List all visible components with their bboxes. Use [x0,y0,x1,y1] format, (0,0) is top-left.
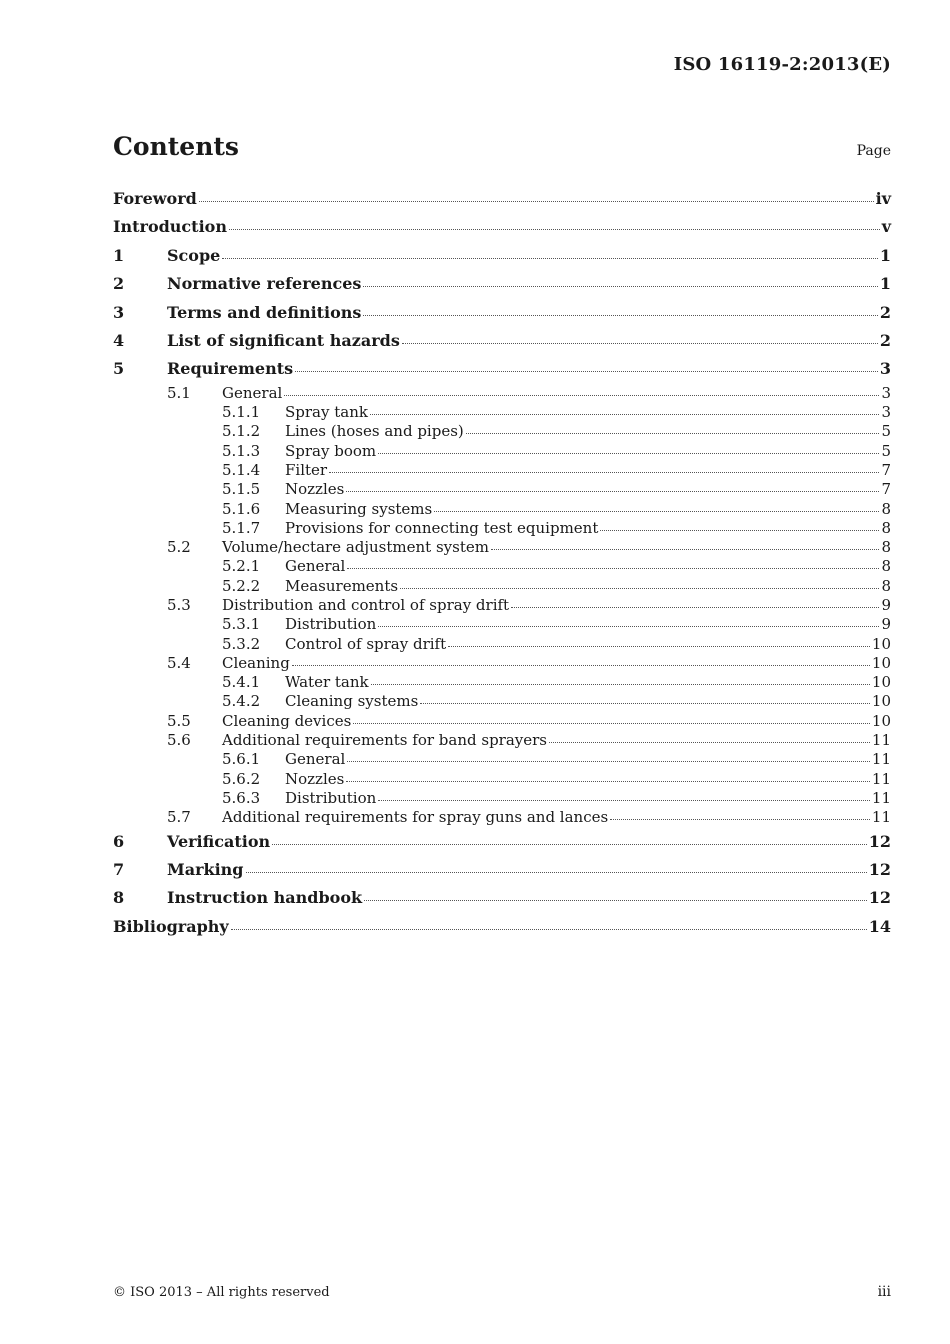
toc-entry-title: Cleaning devices [222,711,352,730]
toc-entry-number: 3 [113,302,125,322]
toc-entry-number: 6 [113,831,125,851]
toc-entry[interactable] [113,654,891,673]
toc-entry-number: 5.2.2 [222,576,261,595]
toc-entry-number: 5.6.3 [222,788,261,807]
toc-entry-number: 5.3 [167,596,191,614]
toc-dot-leader [466,432,880,434]
toc-entry-number: 5.3.1 [222,615,261,634]
toc-entry-number: 8 [113,888,125,908]
toc-dot-leader [364,899,867,901]
toc-dot-leader [378,799,870,801]
toc-entry-number: 5.3.2 [222,634,261,653]
toc-dot-leader [199,200,874,202]
toc-entry-title: Lines (hoses and pipes) [285,422,464,441]
toc-entry-title: Marking [167,859,244,879]
toc-entry-number: 5.7 [167,808,191,827]
toc-entry-number: 5.2.1 [222,557,261,576]
toc-entry-page: iv [875,189,891,208]
toc-entry-number: 4 [113,330,125,350]
toc-entry-number: 5.1.5 [222,480,261,499]
toc-entry-title: Introduction [113,217,227,237]
toc-entry[interactable] [113,355,891,383]
toc-entry[interactable] [113,213,891,241]
toc-entry-title: Additional requirements for band sprayers [222,731,547,750]
toc-entry-page: 7 [881,480,891,499]
toc-entry-page: 9 [881,615,891,634]
toc-entry-number: 5 [113,359,125,379]
toc-entry-number: 5.4 [167,653,191,672]
toc-entry-title: Bibliography [113,916,229,936]
toc-dot-leader [346,780,870,782]
toc-entry-title: Measuring systems [285,499,433,518]
toc-entry-page: 9 [881,596,891,614]
toc-entry-page: 11 [871,788,891,807]
toc-dot-leader [549,741,870,743]
toc-entry-number: 5.1.2 [222,422,261,441]
toc-entry[interactable] [113,577,891,596]
page-column-label: Page [856,143,891,159]
toc-entry[interactable] [113,808,891,827]
toc-entry-title: Cleaning systems [285,692,419,711]
toc-entry-page: 11 [871,769,891,788]
toc-dot-leader [378,452,879,454]
toc-entry-page: 10 [871,653,891,672]
toc-entry[interactable] [113,299,891,327]
toc-dot-leader [284,394,879,396]
toc-entry[interactable] [113,185,891,213]
toc-entry-page: 12 [868,831,891,851]
toc-entry[interactable] [113,635,891,654]
toc-entry-number: 5.4.1 [222,673,261,692]
toc-dot-leader [491,548,879,550]
toc-entry-page: 10 [871,692,891,711]
toc-entry[interactable] [113,750,891,769]
toc-dot-leader [353,722,870,724]
toc-entry-number: 5.1 [167,383,191,402]
toc-entry-page: 10 [871,673,891,692]
contents-title: Contents [113,132,240,161]
toc-entry-page: 2 [879,302,891,322]
toc-entry[interactable] [113,519,891,538]
toc-entry[interactable] [113,557,891,576]
toc-entry-title: Distribution [285,788,377,807]
toc-entry-title: Water tank [285,673,369,692]
toc-dot-leader [272,843,867,845]
toc-entry[interactable] [113,731,891,750]
toc-entry-number: 5.1.4 [222,460,261,479]
toc-entry[interactable] [113,828,891,856]
toc-entry-title: Measurements [285,576,399,595]
toc-entry-title: Spray boom [285,441,377,460]
toc-dot-leader [363,285,877,287]
table-of-contents [113,185,891,941]
toc-entry-title: Normative references [167,274,362,294]
toc-entry[interactable] [113,442,891,461]
toc-dot-leader [292,664,870,666]
toc-entry-number: 5.1.6 [222,499,261,518]
toc-entry[interactable] [113,461,891,480]
toc-entry[interactable] [113,770,891,789]
toc-entry-page: 12 [868,859,891,879]
toc-entry[interactable] [113,615,891,634]
toc-entry-page: 1 [879,245,891,265]
toc-entry-title: General [222,383,283,402]
toc-dot-leader [434,510,879,512]
toc-entry[interactable] [113,500,891,519]
toc-entry-page: 10 [871,634,891,653]
toc-dot-leader [600,529,879,531]
toc-entry-page: 11 [871,808,891,827]
toc-entry-title: Additional requirements for spray guns and lances [222,808,609,827]
toc-entry-title: Provisions for connecting test equipment [285,518,599,537]
toc-dot-leader [295,370,878,372]
toc-entry-page: 1 [879,274,891,294]
toc-entry-number: 5.1.7 [222,518,261,537]
toc-entry[interactable] [113,480,891,499]
toc-entry[interactable] [113,327,891,355]
toc-entry-title: Distribution and control of spray drift [222,596,510,614]
toc-entry-page: 14 [868,916,891,936]
toc-dot-leader [610,818,870,820]
toc-entry-title: Volume/hectare adjustment system [222,538,489,557]
toc-entry[interactable] [113,884,891,912]
toc-entry-title: Requirements [167,359,294,379]
toc-entry[interactable] [113,384,891,403]
toc-dot-leader [378,625,879,627]
toc-entry-page: 3 [881,403,891,422]
toc-entry-page: 11 [871,750,891,769]
toc-entry-page: 5 [881,441,891,460]
toc-entry-title: Control of spray drift [285,634,447,653]
toc-entry-title: General [285,750,346,769]
toc-entry[interactable] [113,692,891,711]
toc-entry[interactable] [113,270,891,298]
toc-dot-leader [229,228,880,230]
toc-entry-page: 7 [881,460,891,479]
toc-entry-number: 1 [113,245,125,265]
toc-entry[interactable] [113,856,891,884]
toc-entry[interactable] [113,673,891,692]
toc-entry-page: 8 [881,576,891,595]
toc-entry-title: Nozzles [285,769,345,788]
toc-entry[interactable] [113,712,891,731]
toc-entry-number: 7 [113,859,125,879]
toc-entry[interactable] [113,242,891,270]
toc-entry-title: Foreword [113,189,197,208]
toc-dot-leader [347,567,879,569]
toc-entry-page: 12 [868,888,891,908]
toc-entry-page: 8 [881,557,891,576]
toc-entry[interactable] [113,422,891,441]
toc-entry-title: Cleaning [222,653,290,672]
toc-entry-title: Terms and definitions [167,302,362,322]
toc-entry-number: 5.6.2 [222,769,261,788]
toc-entry-title: Nozzles [285,480,345,499]
toc-dot-leader [222,257,878,259]
toc-entry[interactable] [113,913,891,941]
toc-entry-number: 5.4.2 [222,692,261,711]
toc-dot-leader [420,702,870,704]
toc-dot-leader [402,342,878,344]
toc-entry-title: Scope [167,245,221,265]
toc-dot-leader [370,413,879,415]
toc-entry[interactable] [113,596,891,615]
footer-page-number: iii [877,1284,891,1300]
toc-dot-leader [371,683,870,685]
toc-entry-title: List of significant hazards [167,330,400,350]
toc-entry-title: General [285,557,346,576]
toc-entry-title: Spray tank [285,403,368,422]
toc-entry-page: 8 [881,518,891,537]
toc-dot-leader [400,587,879,589]
toc-entry-title: Distribution [285,615,377,634]
toc-entry-number: 5.1.3 [222,441,261,460]
toc-entry-number: 5.5 [167,711,191,730]
toc-entry-number: 5.1.1 [222,403,261,422]
toc-dot-leader [363,314,877,316]
toc-entry-number: 5.6 [167,731,191,750]
toc-entry[interactable] [113,789,891,808]
toc-entry-page: 3 [879,359,891,379]
toc-entry-title: Instruction handbook [167,888,363,908]
toc-entry-page: 10 [871,711,891,730]
toc-entry-page: 11 [871,731,891,750]
toc-entry-page: 3 [881,383,891,402]
toc-entry-page: 5 [881,422,891,441]
toc-entry-number: 2 [113,274,125,294]
toc-entry[interactable] [113,403,891,422]
toc-entry[interactable] [113,538,891,557]
toc-dot-leader [329,471,879,473]
toc-dot-leader [448,645,870,647]
toc-entry-title: Filter [285,460,328,479]
toc-entry-title: Verification [167,831,271,851]
toc-dot-leader [346,490,879,492]
toc-entry-page: 2 [879,330,891,350]
toc-entry-page: 8 [881,538,891,557]
document-id: ISO 16119-2:2013(E) [673,54,891,75]
toc-dot-leader [511,606,879,608]
footer-copyright: © ISO 2013 – All rights reserved [113,1285,330,1300]
toc-dot-leader [246,871,867,873]
toc-entry-page: 8 [881,499,891,518]
toc-entry-page: v [881,217,891,237]
toc-entry-number: 5.6.1 [222,750,261,769]
toc-dot-leader [231,928,867,930]
toc-dot-leader [347,760,870,762]
toc-entry-number: 5.2 [167,538,191,557]
